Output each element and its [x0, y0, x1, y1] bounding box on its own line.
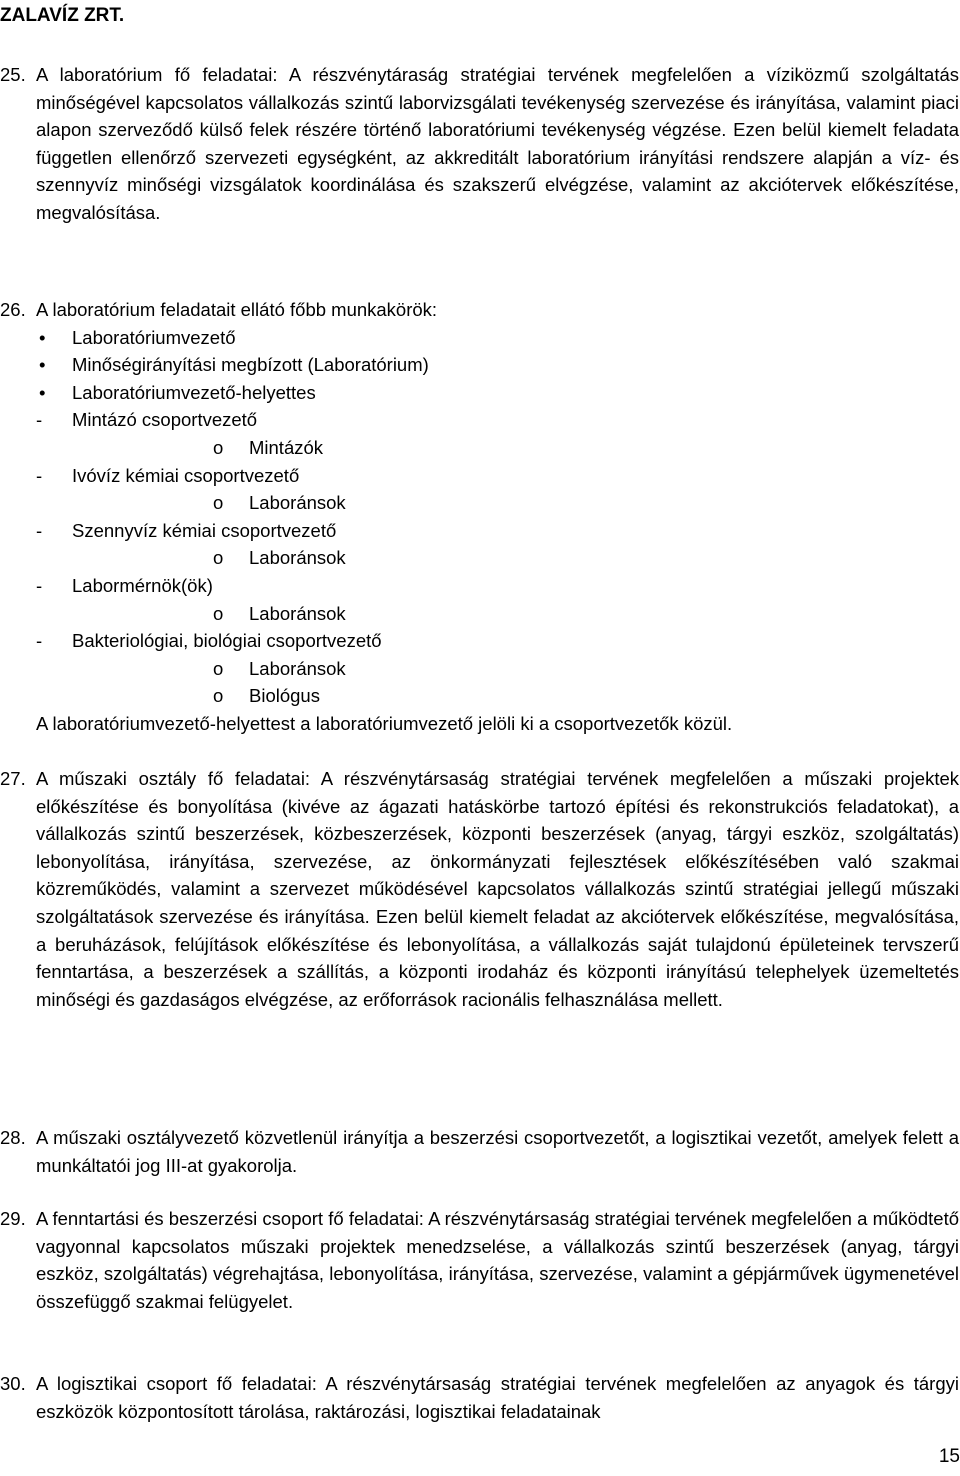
bullet-marker: •: [39, 354, 46, 376]
dash-marker: -: [36, 574, 43, 596]
circle-marker: o: [213, 685, 224, 707]
paragraph-text: A laboratórium fő feladatai: A részvénytáraság stratégiai tervének megfelelően a víziközmű szolgáltatás minőségével kapcsolatos vállalkozás szintű laborvizsgálati tevékenység szervezése és irányítása, valamint piaci alapon szerveződő külső felek részére történő laboratóriumi tevékenység végzése. Ezen belül kiemelt feladata független ellenőrző szervezeti egységként, az akkreditált laboratórium irányítási rendszere alapján a víz- és szennyvíz minőségi vizsgálatok koordinálása és szakszerű elvégzése, valamint az akciótervek előkészítése, megvalósítása.: [36, 64, 959, 223]
circle-marker: o: [213, 602, 224, 624]
circle-marker: o: [213, 547, 224, 569]
paragraph-text: A műszaki osztályvezető közvetlenül irányítja a beszerzési csoportvezetőt, a logisztikai vezetőt, amelyek felett a munkáltatói jog III-at gyakorolja.: [36, 1127, 959, 1176]
paragraph-number: 28.: [0, 1127, 26, 1148]
paragraph-30: [0, 1370, 959, 1425]
circle-marker: o: [213, 657, 224, 679]
dash-marker: -: [36, 464, 43, 486]
bullet-marker: •: [39, 381, 46, 403]
paragraph-number: 30.: [0, 1373, 26, 1394]
dash-marker: -: [36, 630, 43, 652]
list-item: o Laboránsok: [36, 655, 959, 683]
list-item: o Biológus: [36, 682, 959, 710]
paragraph-29: [0, 1205, 959, 1315]
company-header: ZALAVÍZ ZRT.: [0, 5, 125, 26]
paragraph-27: [0, 765, 959, 1013]
list-item: • Laboratóriumvezető-helyettes: [36, 379, 959, 407]
paragraph-text: A laboratórium feladatait ellátó főbb munkakörök:: [36, 299, 438, 320]
paragraph-28: [0, 1124, 959, 1179]
staff-note: A laboratóriumvezető-helyettest a laboratóriumvezető jelöli ki a csoportvezetők közül.: [36, 713, 733, 734]
paragraph-number: 29.: [0, 1208, 26, 1229]
list-item: • Laboratóriumvezető: [36, 324, 959, 352]
paragraph-25: [0, 61, 959, 227]
paragraph-text: A fenntartási és beszerzési csoport fő feladatai: A részvénytársaság stratégiai tervének megfelelően a működtető vagyonnal kapcsolatos műszaki projektek menedzselése, a vállalkozás szintű beszerzések (anyag, tárgyi eszköz, szolgáltatás) végrehajtása, lebonyolítása, irányítása, szervezése, valamint a gépjárművek ügymenetével összefüggő szakmai felügyelet.: [36, 1208, 959, 1312]
staff-list: [36, 324, 959, 710]
paragraph-number: 25.: [0, 64, 26, 85]
dash-marker: -: [36, 409, 43, 431]
list-item: - Ivóvíz kémiai csoportvezető: [36, 462, 959, 490]
paragraph-number: 26.: [0, 299, 26, 320]
list-item: o Laboránsok: [36, 544, 959, 572]
list-item: - Szennyvíz kémiai csoportvezető: [36, 517, 959, 545]
list-item: • Minőségirányítási megbízott (Laboratórium): [36, 351, 959, 379]
list-item: o Laboránsok: [36, 489, 959, 517]
circle-marker: o: [213, 492, 224, 514]
list-item: o Laboránsok: [36, 600, 959, 628]
paragraph-26: [0, 296, 959, 324]
paragraph-number: 27.: [0, 768, 26, 789]
list-item: - Bakteriológiai, biológiai csoportvezető: [36, 627, 959, 655]
list-item: o Mintázók: [36, 434, 959, 462]
paragraph-text: A műszaki osztály fő feladatai: A részvénytársaság stratégiai tervének megfelelően a műszaki projektek előkészítése és bonyolítása (kivéve az ágazati hatáskörbe tartozó építési és rekonstrukciós feladatokat), a vállalkozás szintű beszerzések, közbeszerzések, központi beszerzések (anyag, tárgyi eszköz, szolgáltatás) lebonyolítása, irányítása, szervezése, az önkormányzati fejlesztések előkészítésében való szakmai közreműködés, valamint a szervezet működésével kapcsolatos vállalkozás szintű stratégiai jellegű műszaki szolgáltatások szervezése és irányítása. Ezen belül kiemelt feladat az akciótervek előkészítése, megvalósítása, a beruházások, felújítások előkészítése és lebonyolítása, a vállalkozás saját tulajdonú épületeinek tervszerű fenntartása, a beszerzések a szállítás, a központi irodaház és központi irányítású telephelyek üzemeltetés minőségi és gazdaságos elvégzése, az erőforrások racionális felhasználása mellett.: [36, 768, 959, 1010]
paragraph-text: A logisztikai csoport fő feladatai: A részvénytársaság stratégiai tervének megfelelően az anyagok és tárgyi eszközök központosított tárolása, raktározási, logisztikai feladatainak: [36, 1373, 959, 1422]
circle-marker: o: [213, 436, 224, 458]
dash-marker: -: [36, 519, 43, 541]
list-item: - Mintázó csoportvezető: [36, 406, 959, 434]
list-item: - Labormérnök(ök): [36, 572, 959, 600]
page-number: 15: [938, 1446, 960, 1467]
bullet-marker: •: [39, 326, 46, 348]
